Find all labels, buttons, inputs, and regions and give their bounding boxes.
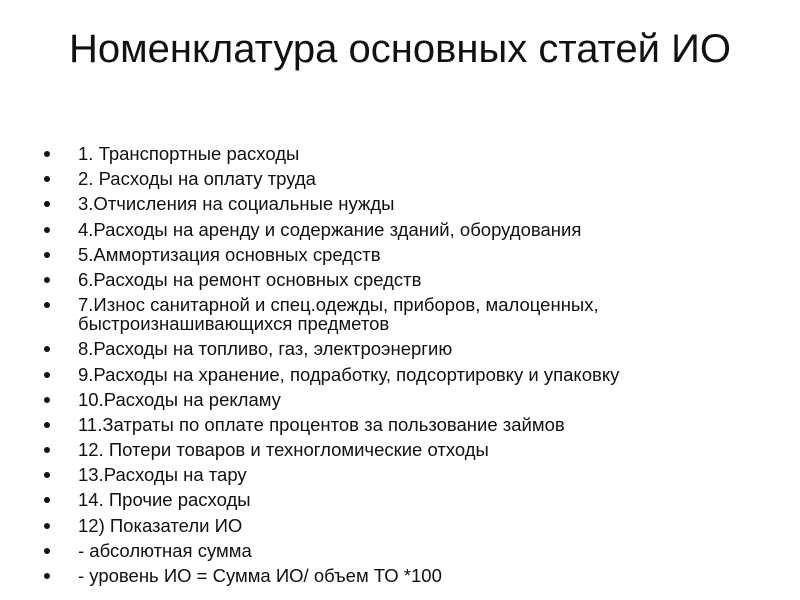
list-item (0, 339, 760, 358)
list-item (0, 415, 760, 434)
list-item-text: 10.Расходы на рекламу (78, 388, 281, 410)
bullet-dot-icon (44, 497, 50, 503)
list-item-text: 6.Расходы на ремонт основных средств (78, 268, 422, 290)
bullet-list (0, 144, 760, 591)
list-item (0, 194, 760, 213)
list-item (0, 245, 760, 264)
list-item (0, 390, 760, 409)
list-item (0, 295, 760, 333)
list-item-text: 5.Аммортизация основных средств (78, 243, 381, 265)
list-item (0, 440, 760, 459)
list-item-text: 12) Показатели ИО (78, 514, 243, 536)
bullet-dot-icon (44, 573, 50, 579)
list-item (0, 516, 760, 535)
list-item (0, 169, 760, 188)
bullet-dot-icon (44, 447, 50, 453)
list-item (0, 465, 760, 484)
bullet-dot-icon (44, 176, 50, 182)
list-item-text: - абсолютная сумма (78, 539, 252, 561)
bullet-dot-icon (44, 277, 50, 283)
list-item (0, 365, 760, 384)
slide-title: Номенклатура основных статей ИО (68, 27, 731, 71)
list-item-text: 9.Расходы на хранение, подработку, подсортировку и упаковку (78, 363, 620, 385)
list-item (0, 270, 760, 289)
bullet-dot-icon (44, 372, 50, 378)
list-item (0, 490, 760, 509)
list-item-text: 13.Расходы на тару (78, 464, 247, 486)
bullet-dot-icon (44, 397, 50, 403)
list-item-text: 2. Расходы на оплату труда (78, 168, 316, 190)
bullet-dot-icon (44, 523, 50, 529)
list-item-text: 3.Отчисления на социальные нужды (78, 193, 395, 215)
bullet-dot-icon (44, 346, 50, 352)
list-item-text: 12. Потери товаров и техногломические отходы (78, 439, 489, 461)
list-item-text: 7.Износ санитарной и спец.одежды, приборов, малоценных, быстроизнашивающихся предметов (78, 294, 599, 335)
list-item-text: - уровень ИО = Сумма ИО/ объем ТО *100 (78, 565, 442, 586)
list-item-text: 4.Расходы на аренду и содержание зданий, оборудования (78, 218, 582, 240)
bullet-dot-icon (44, 227, 50, 233)
list-item-text: 11.Затраты по оплате процентов за пользование займов (78, 413, 565, 435)
list-item (0, 566, 760, 585)
list-item (0, 541, 760, 560)
bullet-dot-icon (44, 252, 50, 258)
list-item (0, 220, 760, 239)
bullet-dot-icon (44, 422, 50, 428)
bullet-dot-icon (44, 472, 50, 478)
list-item-text: 8.Расходы на топливо, газ, электроэнергию (78, 338, 453, 360)
list-item-text: 14. Прочие расходы (78, 489, 251, 511)
list-item (0, 144, 760, 163)
bullet-dot-icon (44, 302, 50, 308)
bullet-dot-icon (44, 201, 50, 207)
bullet-dot-icon (44, 151, 50, 157)
list-item-text: 1. Транспортные расходы (78, 143, 300, 164)
bullet-dot-icon (44, 548, 50, 554)
